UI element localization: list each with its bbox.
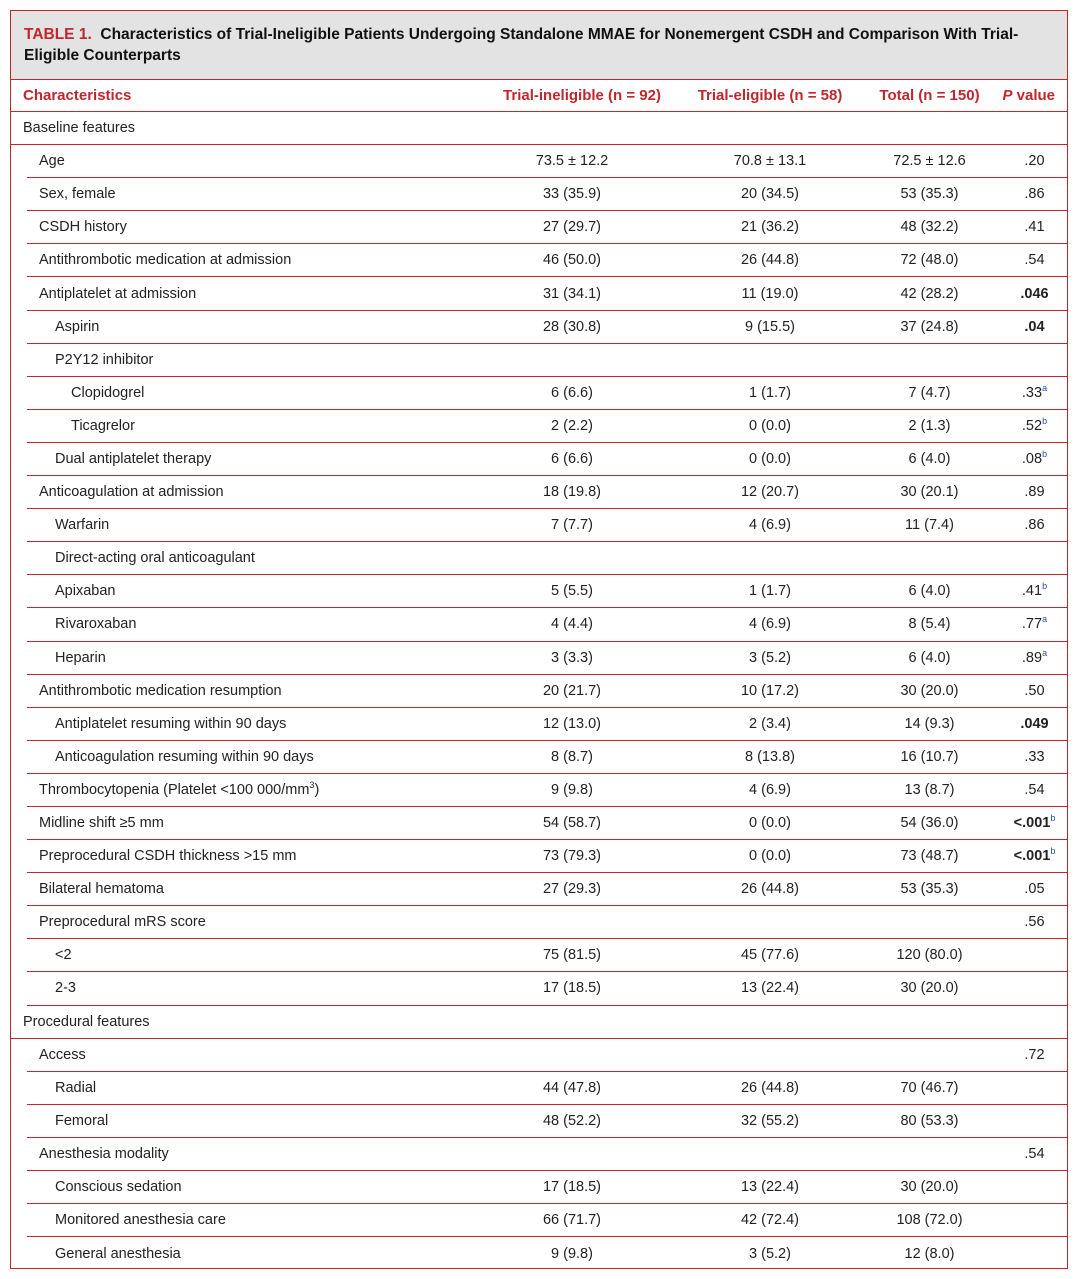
cell-p-value bbox=[1002, 782, 1067, 798]
table-row bbox=[27, 542, 1067, 575]
cell-total: 54 (36.0) bbox=[900, 815, 959, 832]
row-label bbox=[27, 1113, 461, 1129]
row-label-text: Sex, female bbox=[39, 186, 116, 203]
cell-total: 6 (4.0) bbox=[908, 450, 951, 467]
footnote-marker: a bbox=[1042, 614, 1048, 625]
row-label-text: Conscious sedation bbox=[55, 1179, 182, 1196]
cell-p-value bbox=[1002, 583, 1067, 599]
header-trial-eligible: Trial-eligible (n = 58) bbox=[697, 87, 843, 104]
p-value-text: .56 bbox=[1024, 914, 1045, 931]
table-row bbox=[27, 807, 1067, 840]
cell-p-value bbox=[1002, 418, 1067, 434]
cell-p-value bbox=[1002, 1146, 1067, 1162]
table-row bbox=[27, 344, 1067, 377]
p-value-text: .54 bbox=[1024, 781, 1045, 798]
row-label bbox=[27, 319, 461, 335]
row-label bbox=[27, 749, 461, 765]
row-label-text: Direct-acting oral anticoagulant bbox=[55, 550, 255, 567]
footnote-marker: b bbox=[1042, 581, 1048, 592]
p-value-text: .33 bbox=[1024, 748, 1045, 765]
table-row bbox=[11, 1006, 1067, 1039]
table-row bbox=[27, 1204, 1067, 1237]
row-label bbox=[27, 451, 461, 467]
row-label bbox=[11, 120, 461, 136]
cell-trial-ineligible: 4 (4.4) bbox=[551, 616, 593, 633]
header-p-italic: P bbox=[1002, 87, 1013, 104]
table-body bbox=[11, 112, 1067, 1270]
footnote-marker: b bbox=[1050, 813, 1056, 824]
table-row bbox=[27, 708, 1067, 741]
cell-trial-eligible: 45 (77.6) bbox=[740, 947, 800, 964]
cell-p-value bbox=[1002, 451, 1067, 467]
cell-trial-ineligible: 6 (6.6) bbox=[551, 450, 593, 467]
cell-trial-ineligible: 12 (13.0) bbox=[542, 715, 602, 732]
cell-trial-eligible: 32 (55.2) bbox=[740, 1112, 800, 1129]
cell-p-value bbox=[1002, 716, 1067, 732]
row-label-text: Aspirin bbox=[55, 318, 100, 335]
cell-p-value bbox=[1002, 815, 1067, 831]
row-label bbox=[27, 550, 461, 566]
cell-trial-eligible: 4 (6.9) bbox=[749, 781, 791, 798]
cell-p-value bbox=[1002, 749, 1067, 765]
cell-total: 53 (35.3) bbox=[900, 186, 959, 203]
p-value-text: .20 bbox=[1024, 153, 1045, 170]
row-label bbox=[27, 1212, 461, 1228]
cell-p-value bbox=[1002, 252, 1067, 268]
row-label bbox=[27, 914, 461, 930]
table-row bbox=[27, 443, 1067, 476]
cell-total: 70 (46.7) bbox=[900, 1079, 959, 1096]
p-value-text: .50 bbox=[1024, 682, 1045, 699]
cell-trial-eligible: 2 (3.4) bbox=[749, 715, 791, 732]
row-label-text: Radial bbox=[55, 1079, 97, 1096]
table-row bbox=[27, 1237, 1067, 1270]
cell-trial-ineligible: 66 (71.7) bbox=[542, 1212, 602, 1229]
cell-trial-ineligible: 9 (9.8) bbox=[551, 781, 593, 798]
row-label bbox=[27, 484, 461, 500]
table-row bbox=[27, 675, 1067, 708]
table-row bbox=[27, 145, 1067, 178]
cell-trial-eligible: 13 (22.4) bbox=[740, 980, 800, 997]
cell-trial-ineligible: 44 (47.8) bbox=[542, 1079, 602, 1096]
cell-total: 72.5 ± 12.6 bbox=[893, 153, 966, 170]
table-caption bbox=[11, 11, 1067, 79]
cell-p-value bbox=[1002, 153, 1067, 169]
cell-total: 108 (72.0) bbox=[896, 1212, 963, 1229]
table-caption-text: Characteristics of Trial-Ineligible Patients Undergoing Standalone MMAE for Nonemergent CSDH and Comparison With Trial-Eligible Counterparts bbox=[24, 26, 1019, 64]
cell-trial-eligible: 0 (0.0) bbox=[749, 848, 791, 865]
table-row bbox=[27, 1171, 1067, 1204]
p-value-text: .89 bbox=[1024, 484, 1045, 501]
row-label bbox=[27, 1179, 461, 1195]
cell-trial-ineligible: 3 (3.3) bbox=[551, 649, 593, 666]
row-label-text: Antithrombotic medication resumption bbox=[39, 682, 282, 699]
row-label-superscript: 3 bbox=[309, 780, 315, 791]
row-label bbox=[27, 153, 461, 169]
cell-trial-eligible: 0 (0.0) bbox=[749, 450, 791, 467]
cell-p-value bbox=[1002, 319, 1067, 335]
row-label-text: P2Y12 inhibitor bbox=[55, 351, 154, 368]
row-label-text: Antiplatelet resuming within 90 days bbox=[55, 715, 287, 732]
row-label bbox=[27, 252, 461, 268]
table-row bbox=[27, 873, 1067, 906]
row-label-text: Dual antiplatelet therapy bbox=[55, 450, 212, 467]
p-value-text: .05 bbox=[1024, 881, 1045, 898]
column-header-row bbox=[11, 79, 1067, 112]
cell-total: 7 (4.7) bbox=[908, 384, 951, 401]
cell-trial-eligible: 21 (36.2) bbox=[740, 219, 800, 236]
cell-trial-ineligible: 46 (50.0) bbox=[542, 252, 602, 269]
table-row bbox=[27, 575, 1067, 608]
row-label bbox=[27, 716, 461, 732]
cell-total: 6 (4.0) bbox=[908, 583, 951, 600]
table-row bbox=[27, 311, 1067, 344]
cell-p-value bbox=[1002, 914, 1067, 930]
cell-total: 73 (48.7) bbox=[900, 848, 959, 865]
cell-trial-eligible: 13 (22.4) bbox=[740, 1179, 800, 1196]
p-value-text: .72 bbox=[1024, 1046, 1045, 1063]
cell-total: 30 (20.1) bbox=[900, 484, 959, 501]
cell-total: 30 (20.0) bbox=[900, 980, 959, 997]
row-label-text: Procedural features bbox=[23, 1013, 150, 1030]
cell-trial-eligible: 10 (17.2) bbox=[740, 682, 800, 699]
row-label-suffix: ) bbox=[314, 781, 320, 798]
row-label bbox=[27, 815, 461, 831]
table-row bbox=[27, 1072, 1067, 1105]
cell-trial-eligible: 9 (15.5) bbox=[745, 318, 795, 335]
cell-trial-ineligible: 54 (58.7) bbox=[542, 815, 602, 832]
cell-trial-ineligible: 27 (29.3) bbox=[542, 881, 602, 898]
row-label-text: Access bbox=[39, 1046, 86, 1063]
row-label-text: Femoral bbox=[55, 1112, 109, 1129]
table-row bbox=[27, 178, 1067, 211]
p-value-text: .33 bbox=[1021, 384, 1043, 401]
footnote-marker: b bbox=[1042, 449, 1048, 460]
cell-trial-eligible: 1 (1.7) bbox=[749, 583, 791, 600]
row-label bbox=[27, 947, 461, 963]
row-label-text: Anesthesia modality bbox=[39, 1145, 169, 1162]
cell-trial-ineligible: 2 (2.2) bbox=[551, 417, 593, 434]
table-row bbox=[27, 277, 1067, 310]
table-row bbox=[27, 211, 1067, 244]
header-p-value bbox=[1002, 87, 1067, 104]
cell-trial-ineligible: 73.5 ± 12.2 bbox=[535, 153, 609, 170]
cell-trial-ineligible: 18 (19.8) bbox=[542, 484, 602, 501]
row-label bbox=[27, 186, 461, 202]
table-row bbox=[27, 939, 1067, 972]
row-label-text: Midline shift ≥5 mm bbox=[39, 815, 164, 832]
table-row bbox=[27, 741, 1067, 774]
cell-total: 30 (20.0) bbox=[900, 682, 959, 699]
table-row bbox=[27, 906, 1067, 939]
table-row bbox=[27, 1138, 1067, 1171]
cell-p-value bbox=[1002, 1047, 1067, 1063]
row-label bbox=[27, 1146, 461, 1162]
p-value-text: .86 bbox=[1024, 186, 1045, 203]
cell-trial-eligible: 26 (44.8) bbox=[740, 1079, 800, 1096]
header-total: Total (n = 150) bbox=[879, 87, 980, 104]
footnote-marker: b bbox=[1042, 416, 1048, 427]
p-value-text: <.001 bbox=[1013, 848, 1051, 865]
row-label-text: Thrombocytopenia (Platelet <100 000/mm bbox=[39, 781, 310, 798]
row-label bbox=[27, 1246, 461, 1262]
cell-total: 2 (1.3) bbox=[908, 417, 951, 434]
row-label bbox=[27, 583, 461, 599]
cell-total: 72 (48.0) bbox=[900, 252, 959, 269]
row-label-text: Anticoagulation at admission bbox=[39, 484, 224, 501]
cell-trial-ineligible: 31 (34.1) bbox=[542, 285, 602, 302]
cell-trial-ineligible: 17 (18.5) bbox=[542, 980, 602, 997]
table-row bbox=[27, 840, 1067, 873]
row-label bbox=[11, 1014, 461, 1030]
cell-total: 48 (32.2) bbox=[900, 219, 959, 236]
cell-trial-eligible: 4 (6.9) bbox=[749, 517, 791, 534]
cell-total: 37 (24.8) bbox=[900, 318, 959, 335]
cell-total: 53 (35.3) bbox=[900, 881, 959, 898]
footnote-marker: a bbox=[1042, 382, 1048, 393]
row-label-text: Warfarin bbox=[55, 517, 110, 534]
table-row bbox=[27, 476, 1067, 509]
row-label bbox=[27, 650, 461, 666]
table-row bbox=[27, 410, 1067, 443]
row-label-text: CSDH history bbox=[39, 219, 127, 236]
cell-total: 12 (8.0) bbox=[904, 1245, 955, 1262]
row-label bbox=[27, 1080, 461, 1096]
cell-total: 11 (7.4) bbox=[905, 517, 954, 534]
cell-total: 16 (10.7) bbox=[900, 748, 959, 765]
p-value-text: .04 bbox=[1024, 318, 1045, 335]
p-value-text: .54 bbox=[1024, 252, 1045, 269]
table-row bbox=[27, 972, 1067, 1005]
cell-total: 13 (8.7) bbox=[904, 781, 955, 798]
cell-trial-eligible: 1 (1.7) bbox=[749, 384, 791, 401]
cell-trial-eligible: 3 (5.2) bbox=[749, 649, 791, 666]
header-trial-ineligible: Trial-ineligible (n = 92) bbox=[503, 87, 661, 104]
row-label-text: Antithrombotic medication at admission bbox=[39, 252, 292, 269]
cell-total: 30 (20.0) bbox=[900, 1179, 959, 1196]
row-label-text: Apixaban bbox=[55, 583, 116, 600]
cell-p-value bbox=[1002, 683, 1067, 699]
table-row bbox=[27, 377, 1067, 410]
row-label-text: <2 bbox=[55, 947, 72, 964]
p-value-text: .89 bbox=[1021, 649, 1043, 666]
p-value-text: .41 bbox=[1024, 219, 1045, 236]
cell-trial-eligible: 3 (5.2) bbox=[749, 1245, 791, 1262]
cell-p-value bbox=[1002, 286, 1067, 302]
cell-trial-ineligible: 8 (8.7) bbox=[551, 748, 593, 765]
row-label bbox=[27, 683, 461, 699]
cell-total: 14 (9.3) bbox=[904, 715, 955, 732]
cell-p-value bbox=[1002, 616, 1067, 632]
cell-trial-eligible: 70.8 ± 13.1 bbox=[733, 153, 807, 170]
table-row bbox=[27, 774, 1067, 807]
row-label bbox=[27, 418, 461, 434]
row-label bbox=[27, 352, 461, 368]
p-value-text: .41 bbox=[1021, 583, 1043, 600]
cell-p-value bbox=[1002, 881, 1067, 897]
cell-p-value bbox=[1002, 219, 1067, 235]
row-label-text: 2-3 bbox=[55, 980, 76, 997]
cell-trial-ineligible: 7 (7.7) bbox=[551, 517, 593, 534]
cell-trial-eligible: 42 (72.4) bbox=[740, 1212, 800, 1229]
cell-p-value bbox=[1002, 647, 1067, 666]
cell-trial-ineligible: 27 (29.7) bbox=[542, 219, 602, 236]
row-label bbox=[27, 980, 461, 996]
p-value-text: .046 bbox=[1020, 285, 1049, 302]
cell-trial-ineligible: 9 (9.8) bbox=[551, 1245, 593, 1262]
table-label: TABLE 1. bbox=[24, 26, 92, 43]
footnote-marker: b bbox=[1050, 846, 1056, 857]
cell-trial-ineligible: 73 (79.3) bbox=[542, 848, 602, 865]
cell-trial-eligible: 4 (6.9) bbox=[749, 616, 791, 633]
row-label-text: Preprocedural mRS score bbox=[39, 914, 206, 931]
cell-trial-eligible: 20 (34.5) bbox=[740, 186, 800, 203]
cell-trial-ineligible: 5 (5.5) bbox=[551, 583, 593, 600]
cell-trial-eligible: 11 (19.0) bbox=[741, 285, 799, 302]
cell-p-value bbox=[1002, 382, 1067, 401]
row-label bbox=[27, 385, 461, 401]
p-value-text: <.001 bbox=[1013, 815, 1051, 832]
p-value-text: .049 bbox=[1020, 715, 1049, 732]
cell-p-value bbox=[1002, 484, 1067, 500]
row-label bbox=[27, 782, 461, 798]
cell-trial-eligible: 0 (0.0) bbox=[749, 815, 791, 832]
p-value-text: .54 bbox=[1024, 1145, 1045, 1162]
table-row bbox=[11, 112, 1067, 145]
p-value-text: .08 bbox=[1021, 450, 1043, 467]
table-row bbox=[27, 642, 1067, 675]
row-label-text: Heparin bbox=[55, 649, 106, 666]
cell-p-value bbox=[1002, 517, 1067, 533]
cell-trial-eligible: 26 (44.8) bbox=[740, 252, 800, 269]
cell-total: 80 (53.3) bbox=[900, 1112, 959, 1129]
cell-trial-eligible: 0 (0.0) bbox=[749, 417, 791, 434]
row-label-text: Baseline features bbox=[23, 120, 136, 137]
table-row bbox=[27, 1039, 1067, 1072]
row-label-text: Monitored anesthesia care bbox=[55, 1212, 226, 1229]
row-label-text: Rivaroxaban bbox=[55, 616, 137, 633]
row-label bbox=[27, 517, 461, 533]
cell-trial-ineligible: 6 (6.6) bbox=[551, 384, 593, 401]
row-label-text: Ticagrelor bbox=[71, 417, 135, 434]
row-label bbox=[27, 1047, 461, 1063]
cell-p-value bbox=[1002, 186, 1067, 202]
row-label bbox=[27, 848, 461, 864]
footnote-marker: a bbox=[1042, 647, 1048, 658]
row-label-text: Anticoagulation resuming within 90 days bbox=[55, 748, 314, 765]
cell-trial-eligible: 26 (44.8) bbox=[740, 881, 800, 898]
cell-p-value bbox=[1002, 848, 1067, 864]
cell-total: 6 (4.0) bbox=[908, 649, 951, 666]
header-p-rest: value bbox=[1012, 87, 1055, 104]
cell-trial-ineligible: 33 (35.9) bbox=[542, 186, 602, 203]
row-label bbox=[27, 881, 461, 897]
table-frame bbox=[10, 10, 1068, 1269]
table-row bbox=[27, 244, 1067, 277]
row-label bbox=[27, 286, 461, 302]
row-label-text: Preprocedural CSDH thickness >15 mm bbox=[39, 848, 297, 865]
row-label-text: Clopidogrel bbox=[71, 384, 145, 401]
table-row bbox=[27, 509, 1067, 542]
cell-trial-ineligible: 48 (52.2) bbox=[542, 1112, 602, 1129]
row-label-text: General anesthesia bbox=[55, 1245, 181, 1262]
row-label bbox=[27, 616, 461, 632]
cell-trial-ineligible: 75 (81.5) bbox=[542, 947, 602, 964]
p-value-text: .52 bbox=[1021, 417, 1043, 434]
row-label-text: Bilateral hematoma bbox=[39, 881, 164, 898]
cell-trial-ineligible: 20 (21.7) bbox=[542, 682, 602, 699]
cell-total: 8 (5.4) bbox=[908, 616, 951, 633]
row-label-text: Age bbox=[39, 153, 65, 170]
row-label-text: Antiplatelet at admission bbox=[39, 285, 197, 302]
p-value-text: .77 bbox=[1021, 616, 1043, 633]
table-row bbox=[27, 1105, 1067, 1138]
header-characteristics: Characteristics bbox=[23, 87, 132, 104]
cell-trial-eligible: 12 (20.7) bbox=[740, 484, 800, 501]
table-row bbox=[27, 608, 1067, 641]
cell-total: 42 (28.2) bbox=[900, 285, 959, 302]
cell-total: 120 (80.0) bbox=[896, 947, 963, 964]
p-value-text: .86 bbox=[1024, 517, 1045, 534]
cell-trial-ineligible: 17 (18.5) bbox=[542, 1179, 602, 1196]
cell-trial-ineligible: 28 (30.8) bbox=[542, 318, 602, 335]
cell-trial-eligible: 8 (13.8) bbox=[745, 748, 795, 765]
row-label bbox=[27, 219, 461, 235]
